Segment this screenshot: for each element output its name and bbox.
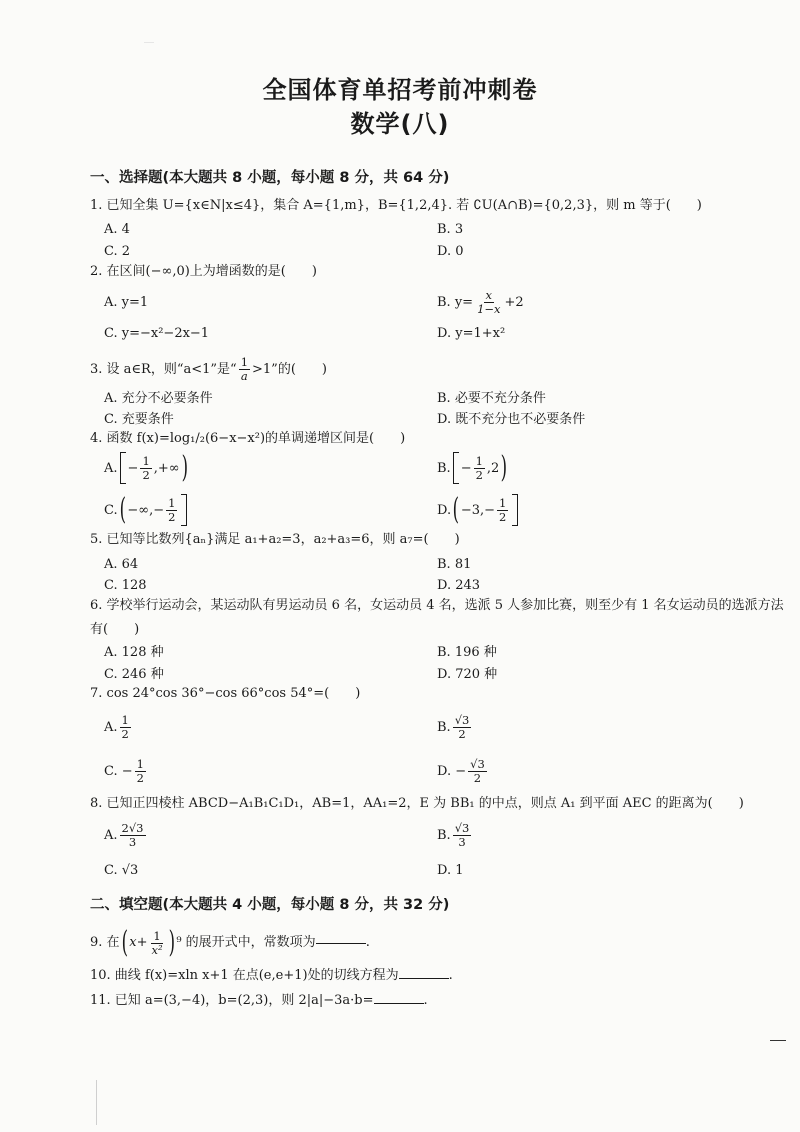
fraction-denominator: 2 (121, 726, 129, 741)
q4-option-a-label: A. (104, 460, 118, 476)
question-1-stem: 1. 已知全集 U={x∈N|x≤4}，集合 A={1,m}，B={1,2,4}. 若 ∁U(A∩B)={0,2,3}，则 m 等于( ) (90, 198, 702, 213)
q5-option-d: D. 243 (437, 577, 481, 593)
q6-option-d: D. 720 种 (437, 666, 498, 682)
fraction-numerator: 1 (499, 495, 507, 510)
fraction-numerator: 1 (168, 495, 176, 510)
q6-option-c: C. 246 种 (104, 666, 164, 682)
left-paren: ( (121, 925, 128, 960)
q2-option-b-suffix: +2 (504, 294, 524, 310)
q5-option-a: A. 64 (104, 556, 139, 572)
q4-option-b-tail: ,2 (486, 460, 500, 476)
q4-option-a-fraction (140, 455, 151, 482)
q3-option-b: B. 必要不充分条件 (437, 390, 546, 406)
q1-option-c: C. 2 (104, 243, 131, 259)
answer-blank[interactable] (316, 943, 366, 944)
question-6-stem: 6. 学校举行运动会，某运动队有男运动员 6 名，女运动员 4 名，选派 5 人参加比赛，则至少有 1 名女运动员的选派方法有( ) (90, 598, 784, 637)
fraction-numerator: 1 (142, 453, 150, 468)
q7-option-b-fraction (453, 714, 472, 741)
q6-option-a: A. 128 种 (104, 644, 164, 660)
q4-option-d-label: D. (437, 502, 452, 518)
scan-speck (144, 42, 154, 43)
question-9-stem (90, 926, 790, 960)
q7-option-d-fraction (468, 758, 487, 785)
q2-option-c: C. y=−x²−2x−1 (104, 325, 210, 341)
q8-option-d: D. 1 (437, 862, 464, 878)
q7-option-d-label: D. − (437, 763, 467, 779)
question-10-stem (90, 967, 790, 985)
fraction-numerator: 1 (240, 355, 249, 369)
q4-option-c (104, 492, 189, 527)
answer-blank[interactable] (399, 978, 449, 979)
q3-option-a: A. 充分不必要条件 (104, 390, 213, 406)
q9-suffix: ⁹ 的展开式中，常数项为 (176, 935, 316, 950)
q10-end: . (448, 968, 453, 983)
q2-option-b-prefix: B. y= (437, 294, 474, 310)
question-7-stem: 7. cos 24°cos 36°−cos 66°cos 54°=( ) (90, 686, 361, 701)
q7-option-c (104, 756, 148, 786)
q7-option-a-label: A. (104, 719, 118, 735)
q8-option-c: C. √3 (104, 862, 139, 878)
q4-option-a-tail: ,+∞ (153, 460, 180, 476)
right-paren: ) (500, 450, 508, 485)
binding-line (96, 1080, 97, 1125)
q3-stem-fraction (239, 356, 250, 383)
q2-option-d: D. y=1+x² (437, 325, 506, 341)
q3-stem-prefix: 3. 设 a∈R，则“a<1”是“ (90, 361, 237, 377)
q4-option-b-fraction (474, 455, 485, 482)
q3-option-c: C. 充要条件 (104, 411, 174, 427)
fraction-numerator: √3 (470, 756, 485, 771)
q6-option-b: B. 196 种 (437, 644, 497, 660)
fraction-denominator: 2 (142, 467, 150, 482)
fraction-denominator: 2 (473, 770, 482, 785)
fraction-numerator: 1 (136, 756, 144, 771)
right-paren: ) (181, 450, 188, 485)
fraction-numerator: √3 (454, 820, 470, 835)
q4-option-c-label: C. (104, 502, 118, 518)
q8-option-b-label: B. (437, 827, 451, 843)
q2-option-b-fraction (475, 289, 502, 316)
q2-option-b (437, 287, 524, 317)
fraction-denominator: 1−x (477, 301, 501, 316)
margin-mark (770, 1040, 786, 1041)
left-bracket (120, 452, 126, 484)
q8-option-a-label: A. (104, 827, 118, 843)
question-5-stem: 5. 已知等比数列{aₙ}满足 a₁+a₂=3，a₂+a₃=6，则 a₇=( ) (90, 532, 460, 547)
q1-option-b: B. 3 (437, 221, 464, 237)
q11-text: 11. 已知 a=(3,−4)，b=(2,3)，则 2|a|−3a·b= (90, 993, 374, 1008)
q4-option-d-fraction (497, 497, 508, 524)
question-4-stem: 4. 函数 f(x)=log₁/₂(6−x−x²)的单调递增区间是( ) (90, 431, 406, 446)
minus-sign: − (127, 460, 139, 476)
section-heading-fill-in: 二、填空题(本大题共 4 小题，每小题 8 分，共 32 分) (90, 897, 450, 913)
q3-option-d: D. 既不充分也不必要条件 (437, 411, 586, 427)
exam-subtitle: 数学(八) (350, 110, 450, 138)
q4-option-b (437, 450, 509, 485)
right-bracket (512, 494, 518, 526)
fraction-numerator: 1 (121, 712, 129, 727)
q4-option-c-fraction (166, 497, 177, 524)
q8-option-b-fraction (453, 822, 472, 849)
q5-option-c: C. 128 (104, 577, 147, 593)
fraction-numerator: 1 (475, 453, 483, 468)
q4-option-d-head: −3,− (460, 502, 496, 518)
fraction-numerator: 2√3 (121, 820, 144, 835)
q9-inner-term: x+ (129, 935, 148, 950)
answer-blank[interactable] (374, 1003, 424, 1004)
right-paren: ) (168, 925, 175, 960)
fraction-denominator: 2 (168, 509, 176, 524)
q9-prefix: 9. 在 (90, 935, 120, 950)
fraction-denominator: x² (151, 942, 163, 957)
q9-fraction (150, 930, 165, 957)
q2-option-a: A. y=1 (104, 294, 149, 310)
q4-option-a (104, 450, 189, 485)
q8-option-b (437, 820, 473, 850)
fraction-denominator: 2 (458, 726, 466, 741)
fraction-denominator: 2 (475, 467, 483, 482)
q8-option-a (104, 820, 148, 850)
question-2-stem: 2. 在区间(−∞,0)上为增函数的是( ) (90, 264, 317, 279)
q5-option-b: B. 81 (437, 556, 472, 572)
fraction-numerator: √3 (454, 712, 470, 727)
q9-end: . (365, 935, 370, 950)
q4-option-d (437, 492, 520, 527)
q7-option-b (437, 712, 473, 742)
q4-option-b-label: B. (437, 460, 451, 476)
left-paren: ( (452, 492, 460, 527)
q11-end: . (423, 993, 428, 1008)
q7-option-c-fraction (135, 758, 146, 785)
q7-option-a (104, 712, 133, 742)
minus-sign: − (460, 460, 472, 476)
q7-option-d (437, 756, 489, 786)
q7-option-a-fraction (120, 714, 131, 741)
q4-option-c-head: −∞,− (127, 502, 165, 518)
fraction-denominator: 2 (499, 509, 507, 524)
question-11-stem (90, 992, 790, 1010)
left-paren: ( (119, 492, 126, 527)
fraction-denominator: 3 (128, 834, 137, 849)
fraction-denominator: a (240, 369, 248, 383)
q8-option-a-fraction (120, 822, 146, 849)
q7-option-c-label: C. − (104, 763, 133, 779)
q7-option-b-label: B. (437, 719, 451, 735)
fraction-denominator: 3 (458, 834, 466, 849)
q1-option-a: A. 4 (104, 221, 130, 237)
question-3-stem (90, 356, 790, 383)
right-bracket (181, 494, 187, 526)
fraction-numerator: 1 (153, 928, 161, 943)
q1-option-d: D. 0 (437, 243, 464, 259)
fraction-numerator: x (485, 287, 493, 302)
q3-stem-suffix: >1”的( ) (252, 361, 327, 377)
q10-text: 10. 曲线 f(x)=xln x+1 在点(e,e+1)处的切线方程为 (90, 968, 399, 983)
section-heading-choice: 一、选择题(本大题共 8 小题，每小题 8 分，共 64 分) (90, 170, 450, 186)
left-bracket (453, 452, 459, 484)
exam-title: 全国体育单招考前冲刺卷 (262, 76, 538, 104)
question-8-stem: 8. 已知正四棱柱 ABCD−A₁B₁C₁D₁，AB=1，AA₁=2，E 为 BB₁ 的中点，则点 A₁ 到平面 AEC 的距离为( ) (90, 796, 744, 811)
fraction-denominator: 2 (136, 770, 144, 785)
